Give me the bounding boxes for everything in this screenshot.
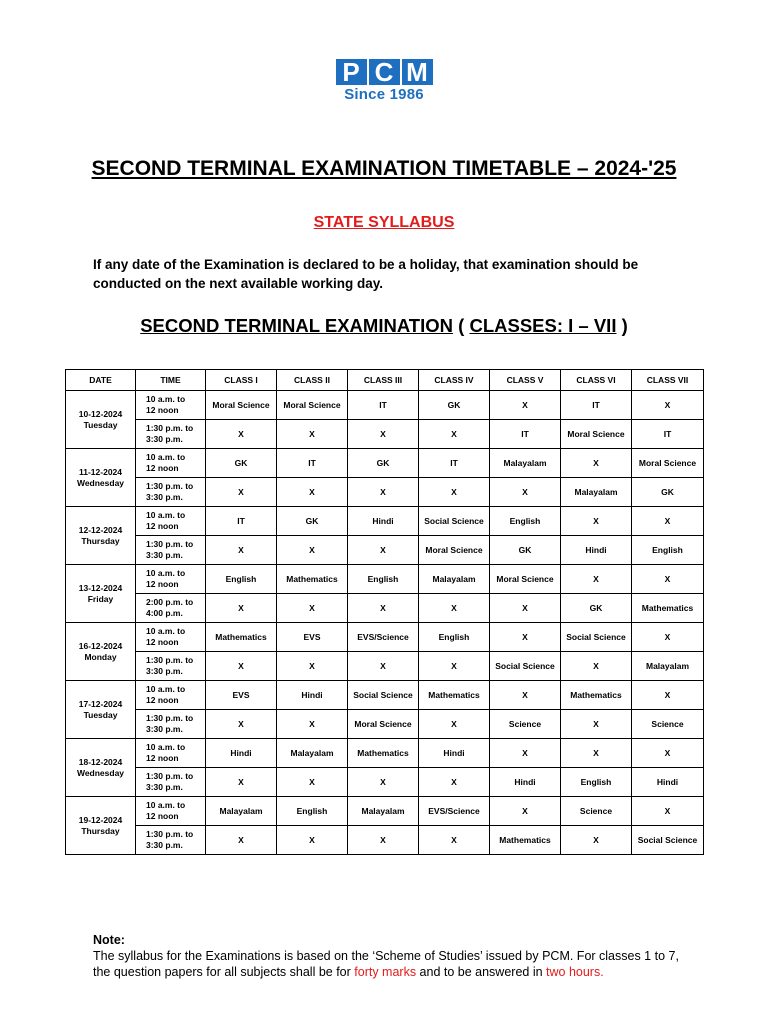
exam-subtitle-paren-open: (	[453, 315, 470, 336]
subject-cell: X	[632, 681, 704, 710]
time-cell	[136, 536, 206, 565]
subject-cell: X	[277, 478, 348, 507]
subject-cell: X	[206, 594, 277, 623]
subject-cell: X	[561, 507, 632, 536]
date-cell	[66, 739, 136, 797]
time-line: 1:30 p.m. to	[146, 539, 194, 549]
subject-cell: X	[206, 652, 277, 681]
subject-cell: X	[561, 652, 632, 681]
subject-cell: X	[348, 594, 419, 623]
subject-cell: X	[419, 710, 490, 739]
table-row	[66, 420, 704, 449]
pcm-logo	[333, 59, 435, 103]
subject-cell: Science	[561, 797, 632, 826]
time-line: 12 noon	[146, 753, 179, 763]
subject-cell: Moral Science	[419, 536, 490, 565]
logo-letter-p: P	[336, 59, 367, 85]
day-value: Thursday	[81, 825, 120, 836]
subject-cell: X	[632, 739, 704, 768]
date-cell	[66, 623, 136, 681]
timetable-header-row	[66, 370, 704, 391]
syllabus-heading: STATE SYLLABUS	[313, 214, 455, 231]
subject-cell: X	[206, 710, 277, 739]
subject-cell: Hindi	[632, 768, 704, 797]
subject-cell: X	[632, 565, 704, 594]
header-class-3: CLASS III	[348, 370, 419, 391]
table-row	[66, 681, 704, 710]
subject-cell: X	[277, 652, 348, 681]
time-cell	[136, 449, 206, 478]
time-cell	[136, 420, 206, 449]
time-line: 1:30 p.m. to	[146, 829, 194, 839]
subject-cell: Social Science	[632, 826, 704, 855]
day-value: Tuesday	[83, 419, 118, 430]
time-line: 3:30 p.m.	[146, 666, 183, 676]
subject-cell: IT	[277, 449, 348, 478]
date-cell	[66, 681, 136, 739]
subject-cell: Mathematics	[348, 739, 419, 768]
time-line: 12 noon	[146, 579, 179, 589]
time-line: 12 noon	[146, 463, 179, 473]
subject-cell: X	[561, 826, 632, 855]
subject-cell: IT	[348, 391, 419, 420]
time-line: 12 noon	[146, 521, 179, 531]
subject-cell: Hindi	[277, 681, 348, 710]
table-row	[66, 565, 704, 594]
subject-cell: GK	[419, 391, 490, 420]
subject-cell: Malayalam	[277, 739, 348, 768]
logo-letter-c: C	[369, 59, 400, 85]
subject-cell: IT	[490, 420, 561, 449]
subject-cell: Science	[490, 710, 561, 739]
subject-cell: X	[277, 594, 348, 623]
subject-cell: X	[348, 536, 419, 565]
time-line: 10 a.m. to	[146, 452, 186, 462]
table-row	[66, 739, 704, 768]
subject-cell: X	[419, 420, 490, 449]
table-row	[66, 652, 704, 681]
header-time: TIME	[136, 370, 206, 391]
subject-cell: X	[632, 623, 704, 652]
subject-cell: X	[348, 768, 419, 797]
subject-cell: Moral Science	[348, 710, 419, 739]
note	[93, 932, 693, 980]
subject-cell: X	[561, 710, 632, 739]
subject-cell: X	[348, 478, 419, 507]
subject-cell: Malayalam	[348, 797, 419, 826]
note-highlight-hours: two hours	[546, 965, 601, 979]
subject-cell: EVS	[277, 623, 348, 652]
subject-cell: Moral Science	[632, 449, 704, 478]
date-value: 16-12-2024	[78, 640, 123, 651]
date-cell	[66, 797, 136, 855]
subject-cell: English	[490, 507, 561, 536]
subject-cell: English	[632, 536, 704, 565]
subject-cell: X	[419, 768, 490, 797]
table-row	[66, 478, 704, 507]
subject-cell: X	[632, 507, 704, 536]
subject-cell: X	[277, 536, 348, 565]
subject-cell: Social Science	[348, 681, 419, 710]
subject-cell: Malayalam	[419, 565, 490, 594]
subject-cell: X	[277, 710, 348, 739]
subject-cell: Malayalam	[632, 652, 704, 681]
date-value: 13-12-2024	[78, 582, 123, 593]
time-cell	[136, 768, 206, 797]
time-cell	[136, 681, 206, 710]
table-row	[66, 536, 704, 565]
subject-cell: X	[419, 594, 490, 623]
subject-cell: X	[419, 478, 490, 507]
subject-cell: Hindi	[490, 768, 561, 797]
time-line: 1:30 p.m. to	[146, 481, 194, 491]
subject-cell: Moral Science	[277, 391, 348, 420]
table-row	[66, 710, 704, 739]
subject-cell: X	[206, 536, 277, 565]
day-value: Wednesday	[76, 767, 125, 778]
subject-cell: Social Science	[419, 507, 490, 536]
time-line: 3:30 p.m.	[146, 840, 183, 850]
header-class-1: CLASS I	[206, 370, 277, 391]
time-line: 3:30 p.m.	[146, 550, 183, 560]
time-line: 12 noon	[146, 811, 179, 821]
subject-cell: X	[419, 826, 490, 855]
date-value: 10-12-2024	[78, 408, 123, 419]
note-text-2: and to be answered in	[416, 965, 547, 979]
time-line: 1:30 p.m. to	[146, 655, 194, 665]
time-cell	[136, 594, 206, 623]
day-value: Tuesday	[83, 709, 118, 720]
time-line: 2:00 p.m. to	[146, 597, 194, 607]
time-line: 10 a.m. to	[146, 800, 186, 810]
subject-cell: Mathematics	[419, 681, 490, 710]
subject-cell: English	[348, 565, 419, 594]
subject-cell: X	[206, 768, 277, 797]
subject-cell: X	[561, 449, 632, 478]
time-cell	[136, 391, 206, 420]
subject-cell: X	[206, 826, 277, 855]
time-cell	[136, 623, 206, 652]
subject-cell: Mathematics	[561, 681, 632, 710]
time-cell	[136, 826, 206, 855]
subject-cell: IT	[419, 449, 490, 478]
date-cell	[66, 565, 136, 623]
note-highlight-marks: forty marks	[354, 965, 417, 979]
day-value: Monday	[84, 651, 117, 662]
subject-cell: IT	[561, 391, 632, 420]
table-row	[66, 594, 704, 623]
date-value: 17-12-2024	[78, 698, 123, 709]
logo-letter-m: M	[402, 59, 433, 85]
time-line: 10 a.m. to	[146, 684, 186, 694]
time-line: 1:30 p.m. to	[146, 771, 194, 781]
subject-cell: X	[348, 652, 419, 681]
subject-cell: Mathematics	[277, 565, 348, 594]
table-row	[66, 391, 704, 420]
time-line: 1:30 p.m. to	[146, 713, 194, 723]
time-line: 3:30 p.m.	[146, 724, 183, 734]
time-line: 10 a.m. to	[146, 568, 186, 578]
date-cell	[66, 449, 136, 507]
subject-cell: EVS	[206, 681, 277, 710]
subject-cell: X	[490, 739, 561, 768]
time-line: 4:00 p.m.	[146, 608, 183, 618]
subject-cell: Moral Science	[206, 391, 277, 420]
subject-cell: X	[561, 565, 632, 594]
subject-cell: Social Science	[490, 652, 561, 681]
time-cell	[136, 478, 206, 507]
time-cell	[136, 652, 206, 681]
time-line: 3:30 p.m.	[146, 782, 183, 792]
time-line: 10 a.m. to	[146, 510, 186, 520]
day-value: Friday	[87, 593, 114, 604]
subject-cell: Mathematics	[206, 623, 277, 652]
subject-cell: Malayalam	[206, 797, 277, 826]
subject-cell: GK	[277, 507, 348, 536]
subject-cell: English	[419, 623, 490, 652]
time-cell	[136, 797, 206, 826]
subject-cell: Science	[632, 710, 704, 739]
note-period: .	[600, 965, 604, 979]
header-date: DATE	[66, 370, 136, 391]
header-class-6: CLASS VI	[561, 370, 632, 391]
table-row	[66, 449, 704, 478]
timetable	[65, 369, 704, 855]
time-cell	[136, 710, 206, 739]
subject-cell: GK	[490, 536, 561, 565]
subject-cell: X	[348, 826, 419, 855]
exam-subtitle-name: SECOND TERMINAL EXAMINATION	[140, 315, 453, 336]
subject-cell: Social Science	[561, 623, 632, 652]
header-class-2: CLASS II	[277, 370, 348, 391]
date-value: 12-12-2024	[78, 524, 123, 535]
table-row	[66, 507, 704, 536]
exam-subtitle-paren-close: )	[616, 315, 628, 336]
subject-cell: Malayalam	[561, 478, 632, 507]
day-value: Thursday	[81, 535, 120, 546]
subject-cell: X	[490, 594, 561, 623]
subject-cell: X	[277, 826, 348, 855]
subject-cell: X	[206, 420, 277, 449]
table-row	[66, 768, 704, 797]
subject-cell: X	[632, 391, 704, 420]
time-line: 3:30 p.m.	[146, 434, 183, 444]
header-class-5: CLASS V	[490, 370, 561, 391]
date-value: 11-12-2024	[78, 466, 122, 477]
date-value: 18-12-2024	[78, 756, 123, 767]
subject-cell: Mathematics	[632, 594, 704, 623]
table-row	[66, 826, 704, 855]
logo-letters	[333, 59, 435, 85]
subject-cell: X	[561, 739, 632, 768]
exam-subtitle-classes: CLASSES: I – VII	[469, 315, 617, 336]
date-value: 19-12-2024	[78, 814, 123, 825]
subject-cell: X	[490, 478, 561, 507]
day-value: Wednesday	[76, 477, 125, 488]
subject-cell: GK	[632, 478, 704, 507]
time-line: 12 noon	[146, 695, 179, 705]
subject-cell: Hindi	[419, 739, 490, 768]
header-class-7: CLASS VII	[632, 370, 704, 391]
logo-since: Since 1986	[344, 86, 424, 103]
subject-cell: GK	[348, 449, 419, 478]
note-label: Note:	[93, 933, 125, 947]
subject-cell: X	[277, 420, 348, 449]
subject-cell: English	[206, 565, 277, 594]
subject-cell: EVS/Science	[419, 797, 490, 826]
subject-cell: X	[490, 797, 561, 826]
timetable-body	[66, 391, 704, 855]
note-text: The syllabus for the Examinations is based on the ‘Scheme of Studies’ issued by PCM. For classes 1 to 7, the question papers for all subjects shall be for	[93, 949, 679, 979]
subject-cell: GK	[206, 449, 277, 478]
date-cell	[66, 507, 136, 565]
subject-cell: IT	[632, 420, 704, 449]
time-line: 12 noon	[146, 405, 179, 415]
subject-cell: Hindi	[348, 507, 419, 536]
subject-cell: X	[277, 768, 348, 797]
subject-cell: EVS/Science	[348, 623, 419, 652]
time-line: 10 a.m. to	[146, 742, 186, 752]
subject-cell: Malayalam	[490, 449, 561, 478]
subject-cell: GK	[561, 594, 632, 623]
subject-cell: English	[277, 797, 348, 826]
subject-cell: X	[206, 478, 277, 507]
exam-subtitle	[0, 315, 768, 337]
header-class-4: CLASS IV	[419, 370, 490, 391]
subject-cell: X	[348, 420, 419, 449]
time-line: 1:30 p.m. to	[146, 423, 194, 433]
subject-cell: X	[632, 797, 704, 826]
subject-cell: IT	[206, 507, 277, 536]
table-row	[66, 797, 704, 826]
date-cell	[66, 391, 136, 449]
subject-cell: X	[490, 681, 561, 710]
time-cell	[136, 507, 206, 536]
time-cell	[136, 739, 206, 768]
page-title: SECOND TERMINAL EXAMINATION TIMETABLE – 2024-'25	[91, 157, 677, 180]
subject-cell: English	[561, 768, 632, 797]
table-row	[66, 623, 704, 652]
subject-cell: X	[490, 623, 561, 652]
holiday-notice: If any date of the Examination is declared to be a holiday, that examination should be conducted on the next available working day.	[93, 257, 639, 291]
time-line: 10 a.m. to	[146, 394, 186, 404]
time-cell	[136, 565, 206, 594]
subject-cell: X	[490, 391, 561, 420]
subject-cell: X	[419, 652, 490, 681]
subject-cell: Hindi	[206, 739, 277, 768]
subject-cell: Moral Science	[490, 565, 561, 594]
time-line: 12 noon	[146, 637, 179, 647]
time-line: 3:30 p.m.	[146, 492, 183, 502]
subject-cell: Hindi	[561, 536, 632, 565]
subject-cell: Moral Science	[561, 420, 632, 449]
subject-cell: Mathematics	[490, 826, 561, 855]
time-line: 10 a.m. to	[146, 626, 186, 636]
